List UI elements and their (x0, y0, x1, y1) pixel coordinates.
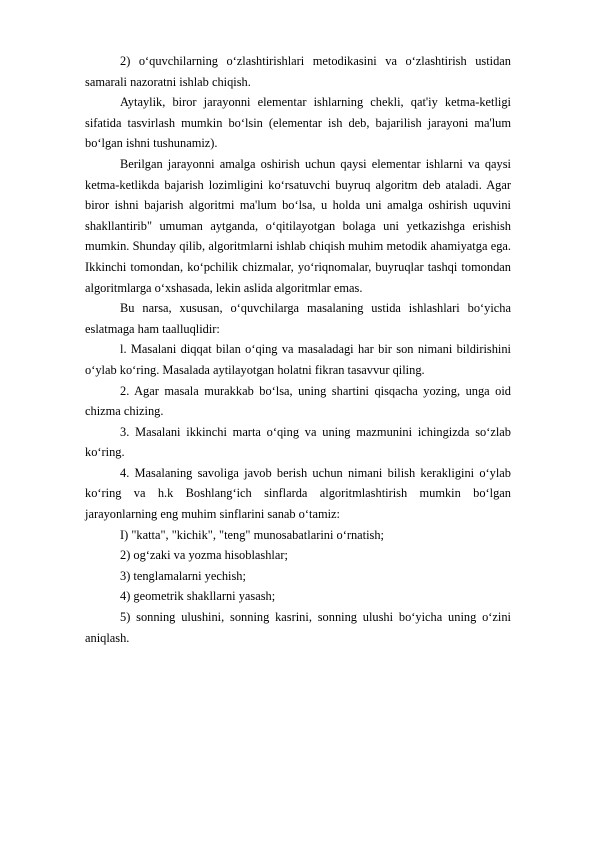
class-item-2: 2) og‘zaki va yozma hisoblashlar; (120, 548, 288, 563)
list-item-1: l. Masalani diqqat bilan o‘qing va masaladagi har bir son nimani bildirishini o‘ylab ko‘ring. Masalada aytilayotgan holatni fikran tasavvur qiling. (85, 342, 511, 377)
paragraph-algoritm-tarifi: Berilgan jarayonni amalga oshirish uchun qaysi elementar ishlarni va qaysi ketma-ketlikda bajarish lozimligini ko‘rsatuvchi buyruq algoritm deb ataladi. Agar biror ishni bajarish algoritmi ma'lum bo‘lsa, u holda uni amalga oshirish uquvini shakllantirib" umuman aytganda, o‘qitilayotgan bolaga uni yetkazishga erishish mumkin. Shunday qilib, algoritmlarni ishlab chiqish muhim metodik ahamiyatga ega. Ikkinchi tomondan, ko‘pchilik chizmalar, yo‘riqnomalar, buyruqlar tashqi tomondan algoritmlarga o‘xshasada, lekin aslida algoritmlar emas. (85, 156, 511, 295)
document-page (85, 51, 511, 648)
class-item-5: 5) sonning ulushini, sonning kasrini, sonning ulushi bo‘yicha uning o‘zini aniqlash. (85, 610, 511, 645)
list-item-3: 3. Masalani ikkinchi marta o‘qing va uning mazmunini ichingizda so‘zlab ko‘ring. (85, 424, 511, 460)
class-item-3: 3) tenglamalarni yechish; (120, 568, 246, 583)
list-item-4: 4. Masalaning savoliga javob berish uchun nimani bilish kerakligini o‘ylab ko‘ring va h.k Boshlang‘ich sinflarda algoritmlashtirish mumkin bo‘lgan jarayonlarning eng muhim sinflarini sanab o‘tamiz: (85, 465, 511, 522)
class-item-1: I) "katta", "kichik", "teng" munosabatlarini o‘rnatish; (120, 527, 384, 542)
list-item-2: 2. Agar masala murakkab bo‘lsa, uning shartini qisqacha yozing, unga oid chizma chizing. (85, 383, 511, 419)
paragraph-jarayon-tasvirlash: Aytaylik, biror jarayonni elementar ishlarning chekli, qat'iy ketma-ketligi sifatida tasvirlash mumkin bo‘lsin (elementar ish deb, bajarilish jarayoni ma'lum bo‘lgan ishni tushunamiz). (85, 95, 511, 151)
class-item-4: 4) geometrik shakllarni yasash; (120, 589, 276, 604)
paragraph-eslatma-intro: Bu narsa, xususan, o‘quvchilarga masalaning ustida ishlashlari bo‘yicha eslatmaga ham taalluqlidir: (85, 301, 511, 336)
paragraph-nazorat: 2) o‘quvchilarning o‘zlashtirishlari metodikasini va o‘zlashtirish ustidan samarali nazoratni ishlab chiqish. (85, 54, 511, 89)
